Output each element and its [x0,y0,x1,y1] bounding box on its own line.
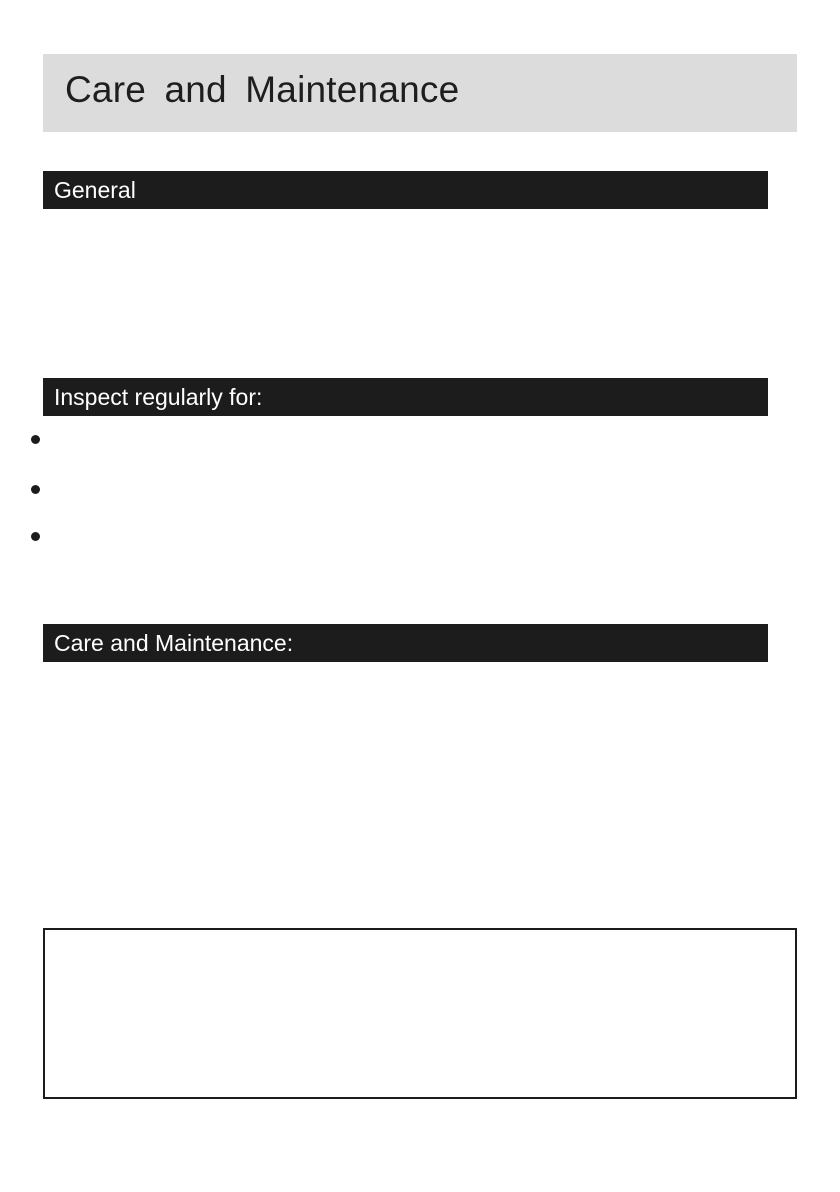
section-header-inspect [43,378,768,416]
note-box [43,928,797,1099]
section-heading-care: Care and Maintenance: [54,630,294,656]
page-title: Care and Maintenance [65,69,460,110]
section-heading-general: General [54,177,136,203]
section-header-care [43,624,768,662]
bullet-icon [31,532,40,541]
bullet-icon [31,485,40,494]
section-heading-inspect: Inspect regularly for: [54,384,263,410]
title-banner [43,54,797,132]
bullet-icon [31,435,40,444]
section-header-general [43,171,768,209]
